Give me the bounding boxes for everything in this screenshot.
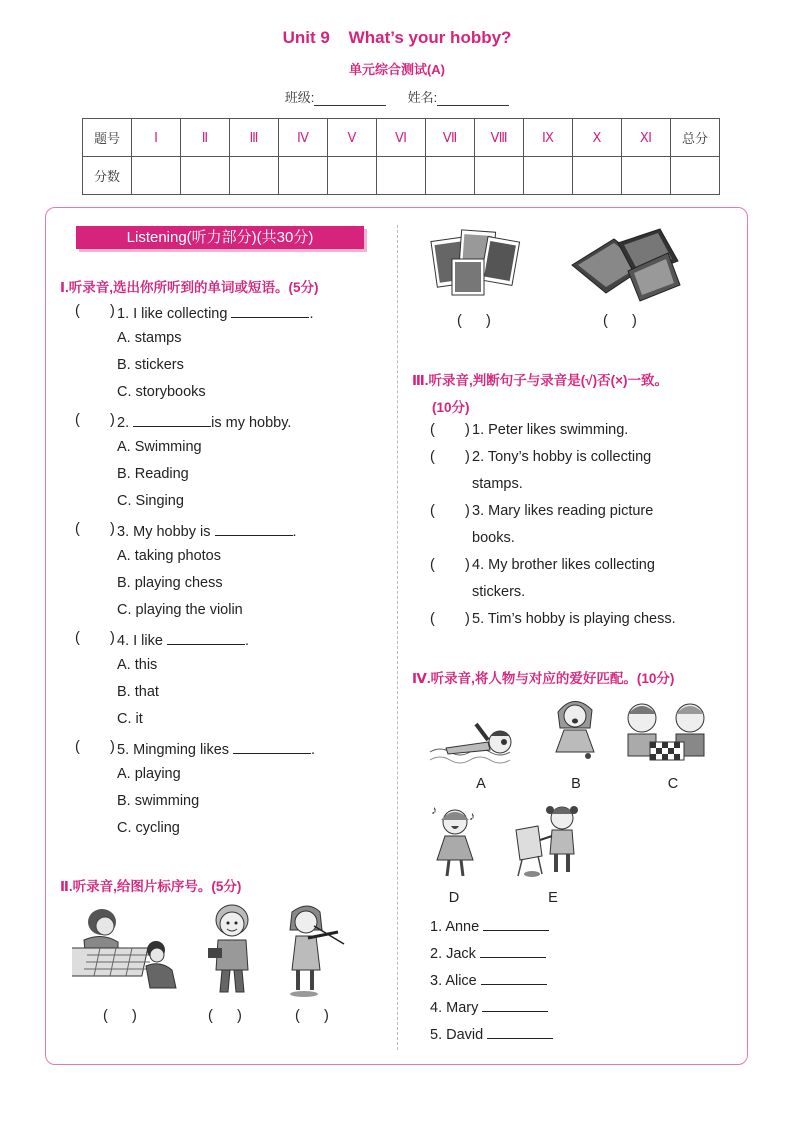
part3-title: Ⅲ.听录音,判断句子与录音是(√)否(×)一致。 [412, 373, 669, 388]
option-text: A. playing [117, 766, 181, 782]
numeral-cell: Ⅳ [279, 119, 328, 157]
answer-paren-open[interactable]: ( [75, 739, 80, 755]
person-name: 4. Mary [430, 1000, 479, 1016]
question-stem: 1. I like collecting [117, 306, 228, 322]
svg-text:♪: ♪ [469, 809, 475, 823]
stamps-picture [428, 225, 523, 300]
page-subtitle: 单元综合测试(A) [348, 62, 446, 77]
part2-answer-paren[interactable]: ( ) [103, 1008, 137, 1024]
option-text: B. that [117, 684, 159, 700]
svg-text:♪: ♪ [431, 803, 437, 817]
part2-answer-paren[interactable]: ( ) [603, 313, 637, 329]
match-item [430, 970, 547, 989]
statement-continuation: stickers. [472, 584, 526, 600]
answer-paren-open[interactable]: ( [430, 503, 435, 519]
numeral-cell: Ⅺ [622, 119, 671, 157]
question-end: . [244, 633, 249, 649]
numeral-cell: Ⅱ [181, 119, 230, 157]
question-text [117, 739, 315, 758]
numeral-cell: Ⅶ [426, 119, 475, 157]
score-cell[interactable] [181, 157, 230, 195]
part4-title: Ⅳ.听录音,将人物与对应的爱好匹配。(10分) [412, 671, 675, 686]
question-text [117, 630, 249, 649]
picture-label: E [548, 890, 558, 906]
answer-paren-close[interactable]: ) [465, 449, 470, 465]
question-stem: 4. I like [117, 633, 163, 649]
score-cell[interactable] [132, 157, 181, 195]
question-text [117, 521, 297, 540]
option-text: C. cycling [117, 820, 180, 836]
score-cell[interactable] [230, 157, 279, 195]
question-end: . [309, 306, 314, 322]
match-blank[interactable] [481, 970, 547, 985]
name-blank[interactable] [437, 93, 509, 106]
match-item [430, 997, 548, 1016]
chess-kids-picture [622, 698, 714, 766]
page-title: Unit 9 What’s your hobby? [282, 28, 512, 47]
statement-text: 2. Tony’s hobby is collecting [472, 449, 652, 465]
answer-paren-open[interactable]: ( [75, 412, 80, 428]
option-text: C. playing the violin [117, 602, 243, 618]
match-blank[interactable] [483, 916, 549, 931]
numeral-cell: Ⅰ [132, 119, 181, 157]
part1-title: Ⅰ.听录音,选出你所听到的单词或短语。(5分) [60, 280, 319, 295]
picture-label: C [667, 776, 679, 792]
answer-paren-close[interactable]: ) [110, 630, 115, 646]
score-cell[interactable] [426, 157, 475, 195]
score-cell[interactable] [279, 157, 328, 195]
question-stem: 5. Mingming likes [117, 742, 230, 758]
score-cell[interactable] [573, 157, 622, 195]
option-text: A. Swimming [117, 439, 202, 455]
statement-text: 5. Tim’s hobby is playing chess. [472, 611, 676, 627]
question-stem: 2. [117, 415, 130, 431]
answer-paren-open[interactable]: ( [430, 449, 435, 465]
numeral-cell: Ⅵ [377, 119, 426, 157]
person-name: 5. David [430, 1027, 484, 1043]
part2-title: Ⅱ.听录音,给图片标序号。(5分) [60, 879, 242, 894]
option-text: C. Singing [117, 493, 184, 509]
statement-text: 3. Mary likes reading picture [472, 503, 654, 519]
person-name: 2. Jack [430, 946, 476, 962]
answer-paren-open[interactable]: ( [75, 521, 80, 537]
statement-continuation: stamps. [472, 476, 523, 492]
score-table-row-scores [83, 157, 720, 195]
answer-blank[interactable] [167, 630, 245, 645]
answer-paren-close[interactable]: ) [110, 303, 115, 319]
class-blank[interactable] [314, 93, 386, 106]
match-item [430, 916, 549, 935]
numeral-cell: Ⅸ [524, 119, 573, 157]
numeral-cell: Ⅴ [328, 119, 377, 157]
option-text: B. stickers [117, 357, 184, 373]
question-number-header: 题号 [83, 119, 132, 157]
name-label: 姓名: [407, 90, 438, 105]
option-text: C. storybooks [117, 384, 206, 400]
answer-blank[interactable] [215, 521, 293, 536]
numeral-cell: Ⅹ [573, 119, 622, 157]
swimming-boy-picture [428, 712, 523, 772]
score-table [82, 118, 720, 195]
score-cell[interactable] [475, 157, 524, 195]
singing-girl-picture [550, 692, 600, 762]
answer-blank[interactable] [233, 739, 311, 754]
match-item [430, 1024, 553, 1043]
question-text [117, 412, 291, 431]
answer-paren-close[interactable]: ) [465, 557, 470, 573]
total-score-cell[interactable] [671, 157, 720, 195]
part2-answer-paren[interactable]: ( ) [295, 1008, 329, 1024]
question-text [117, 303, 313, 322]
match-item [430, 943, 546, 962]
score-header: 分数 [83, 157, 132, 195]
column-divider [397, 225, 398, 1050]
numeral-cell: Ⅲ [230, 119, 279, 157]
picture-label: D [448, 890, 460, 906]
picture-label: B [571, 776, 581, 792]
answer-blank[interactable] [231, 303, 309, 318]
answer-paren-open[interactable]: ( [75, 630, 80, 646]
score-cell[interactable] [524, 157, 573, 195]
option-text: C. it [117, 711, 143, 727]
match-blank[interactable] [482, 997, 548, 1012]
answer-paren-open[interactable]: ( [430, 557, 435, 573]
part2-answer-paren[interactable]: ( ) [457, 313, 491, 329]
answer-paren-close[interactable]: ) [110, 412, 115, 428]
option-text: B. playing chess [117, 575, 223, 591]
score-cell[interactable] [377, 157, 426, 195]
listening-banner: Listening(听力部分)(共30分) [76, 226, 364, 249]
violin-girl-picture [278, 900, 346, 1000]
answer-paren-close[interactable]: ) [110, 521, 115, 537]
numeral-cell: Ⅷ [475, 119, 524, 157]
score-table-row-headers [83, 119, 720, 157]
answer-paren-close[interactable]: ) [110, 739, 115, 755]
answer-paren-close[interactable]: ) [465, 422, 470, 438]
option-text: B. swimming [117, 793, 200, 809]
statement-text: 4. My brother likes collecting [472, 557, 655, 573]
score-cell[interactable] [328, 157, 377, 195]
part3-title-score: (10分) [432, 400, 470, 415]
answer-blank[interactable] [133, 412, 211, 427]
part2-answer-paren[interactable]: ( ) [208, 1008, 242, 1024]
photographer-boy-picture [202, 900, 262, 998]
question-end: . [292, 524, 297, 540]
painting-girl-picture [512, 800, 590, 878]
statement-continuation: books. [472, 530, 515, 546]
total-header: 总分 [671, 119, 720, 157]
person-name: 1. Anne [430, 919, 480, 935]
option-text: A. stamps [117, 330, 182, 346]
person-name: 3. Alice [430, 973, 477, 989]
class-name-line [0, 87, 794, 106]
statement-text: 1. Peter likes swimming. [472, 422, 629, 438]
match-blank[interactable] [480, 943, 546, 958]
answer-paren-open[interactable]: ( [75, 303, 80, 319]
answer-paren-close[interactable]: ) [465, 611, 470, 627]
match-blank[interactable] [487, 1024, 553, 1039]
picture-label: A [476, 776, 486, 792]
picture-books-picture [568, 225, 683, 305]
answer-paren-open[interactable]: ( [430, 611, 435, 627]
dancing-girl-picture [427, 800, 483, 880]
answer-paren-open[interactable]: ( [430, 422, 435, 438]
option-text: B. Reading [117, 466, 189, 482]
question-end: is my hobby. [211, 415, 292, 431]
chess-players-picture [72, 900, 182, 995]
option-text: A. this [117, 657, 158, 673]
question-end: . [311, 742, 316, 758]
class-label: 班级: [284, 90, 315, 105]
answer-paren-close[interactable]: ) [465, 503, 470, 519]
score-cell[interactable] [622, 157, 671, 195]
question-stem: 3. My hobby is [117, 524, 211, 540]
option-text: A. taking photos [117, 548, 221, 564]
